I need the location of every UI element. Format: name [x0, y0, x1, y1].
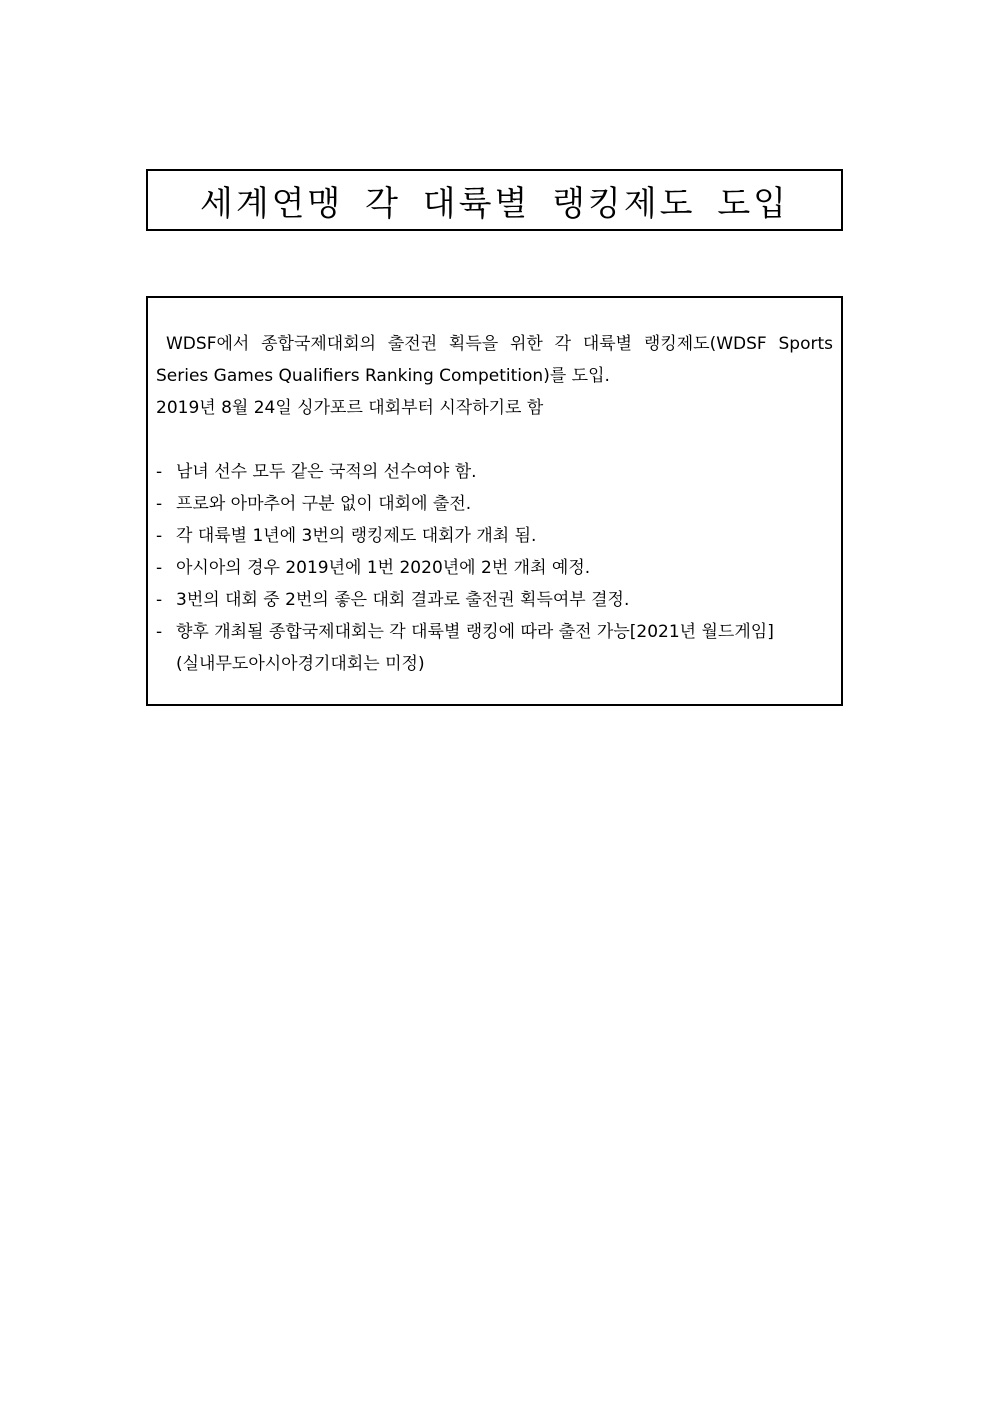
intro-line-3: 2019년 8월 24일 싱가포르 대회부터 시작하기로 함: [156, 398, 544, 418]
list-item-continuation: (실내무도아시아경기대회는 미정): [176, 654, 425, 674]
list-item-text: 각 대륙별 1년에 3번의 랭킹제도 대회가 개최 됨.: [176, 526, 537, 546]
bullet-marker: -: [156, 526, 163, 546]
list-item-text: 아시아의 경우 2019년에 1번 2020년에 2번 개최 예정.: [176, 558, 591, 578]
bullet-marker: -: [156, 462, 163, 482]
list-item-text: 3번의 대회 중 2번의 좋은 대회 결과로 출전권 획득여부 결정.: [176, 590, 630, 610]
list-item: [156, 488, 833, 520]
document-title: 세계연맹 각 대륙별 랭킹제도 도입: [199, 183, 790, 224]
intro-line-2: Series Games Qualifiers Ranking Competition)를 도입.: [156, 366, 610, 386]
bullet-marker: -: [156, 558, 163, 578]
spacer: [156, 424, 833, 456]
list-item-text: 남녀 선수 모두 같은 국적의 선수여야 함.: [176, 462, 477, 482]
title-box: [146, 169, 843, 231]
list-item: [156, 584, 833, 616]
list-item: [156, 616, 833, 648]
bullet-marker: -: [156, 622, 163, 642]
intro-line-1: WDSF에서 종합국제대회의 출전권 획득을 위한 각 대륙별 랭킹제도(WDSF Sports: [166, 334, 833, 354]
bullet-marker: -: [156, 494, 163, 514]
list-item: [156, 520, 833, 552]
list-item-text: 향후 개최될 종합국제대회는 각 대륙별 랭킹에 따라 출전 가능[2021년 월드게임]: [176, 622, 774, 642]
list-item: [156, 552, 833, 584]
list-item: [156, 456, 833, 488]
content-box: [146, 296, 843, 706]
list-item-text: 프로와 아마추어 구분 없이 대회에 출전.: [176, 494, 472, 514]
bullet-marker: -: [156, 590, 163, 610]
